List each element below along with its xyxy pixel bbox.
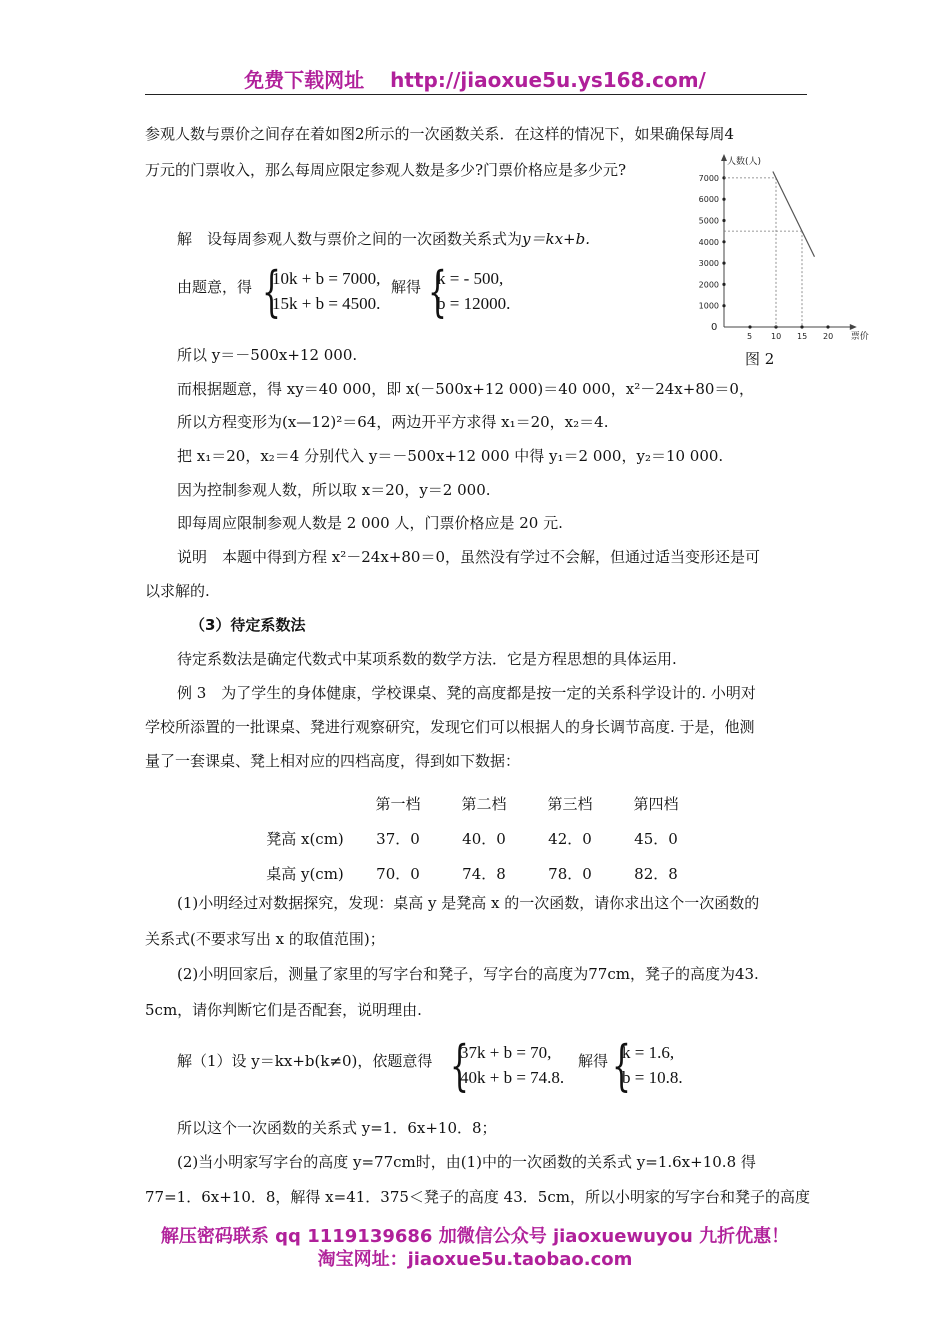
y-tick-dot [722, 304, 725, 307]
figure-2-chart [688, 150, 869, 350]
y-tick-dot [722, 240, 725, 243]
table-corner [255, 786, 355, 821]
header-rule [145, 94, 807, 95]
table-cell: 70．0 [376, 865, 420, 883]
table-cell: 45．0 [634, 830, 678, 848]
solution2-line-b: (2)当小明家写字台的高度 y=77cm时，由(1)中的一次函数的关系式 y=1.6x+10.8 得 [177, 1153, 756, 1171]
x-tick-label: 15 [797, 332, 808, 341]
solution1-line-d: 因为控制参观人数，所以取 x＝20，y＝2 000. [177, 481, 491, 499]
question2-line-2: 5cm，请你判断它们是否配套，说明理由. [145, 1001, 422, 1019]
y-tick-dot [722, 219, 725, 222]
solution1-line-c: 把 x₁＝20，x₂＝4 分别代入 y＝－500x+12 000 中得 y₁＝2 000，y₂＝10 000. [177, 447, 724, 465]
header-banner [0, 64, 950, 93]
question1-line-2: 关系式(不要求写出 x 的取值范围)； [145, 930, 385, 948]
system1-eq2: 15k + b = 4500. [272, 294, 381, 313]
section3-desc: 待定系数法是确定代数式中某项系数的数学方法．它是方程思想的具体运用. [177, 650, 677, 668]
solution2-line-a: 所以这个一次函数的关系式 y=1．6x+10．8； [177, 1119, 497, 1137]
example3-line-3: 量了一套课桌、凳上相对应的四档高度，得到如下数据： [145, 752, 521, 770]
result1-b: b = 12000. [437, 294, 511, 313]
intro-line-2: 万元的门票收入，那么每周应限定参观人数是多少?门票价格应是多少元? [145, 161, 627, 179]
table-row-label: 桌高 y(cm) [266, 865, 344, 883]
section3-title: （3）待定系数法 [190, 616, 306, 634]
x-tick-label: 5 [747, 332, 753, 341]
y-tick-dot [722, 283, 725, 286]
question1-line-1: (1)小明经过对数据探究，发现：桌高 y 是凳高 x 的一次函数，请你求出这个一次函数的 [177, 894, 760, 912]
height-table [255, 786, 699, 891]
result1-equations [437, 266, 510, 316]
example3-line-2: 学校所添置的一批课桌、凳进行观察研究，发现它们可以根据人的身长调节高度. 于是，他测 [145, 718, 755, 736]
question2-line-1: (2)小明回家后，测量了家里的写字台和凳子，写字台的高度为77cm，凳子的高度为43. [177, 965, 759, 983]
y-tick-label: 4000 [698, 237, 719, 247]
solution1-line-e: 即每周应限制参观人数是 2 000 人，门票价格应是 20 元. [177, 514, 563, 532]
table-cell: 42．0 [548, 830, 592, 848]
x-axis-label: 票价 [850, 332, 869, 342]
table-row [255, 821, 699, 856]
table-row-label: 凳高 x(cm) [266, 830, 344, 848]
solution1-line-b: 所以方程变形为(x—12)²＝64，两边开平方求得 x₁＝20，x₂＝4. [177, 413, 609, 431]
system2-eq2: 40k + b = 74.8. [460, 1068, 565, 1087]
system2-eq1: 37k + b = 70, [460, 1043, 552, 1062]
table-header-cell: 第四档 [633, 795, 679, 813]
result1-k: k = - 500, [437, 269, 504, 288]
solution1-note-2: 以求解的. [145, 582, 210, 600]
footer-shop-link[interactable]: 淘宝网址：jiaoxue5u.taobao.com [317, 1249, 633, 1270]
solution1-given: 由题意，得 [177, 278, 253, 296]
solution1-solve-label: 解得 [391, 278, 422, 296]
series-line [773, 172, 815, 257]
x-tick-dot [748, 325, 751, 328]
example3-line-1: 例 3 为了学生的身体健康，学校课桌、凳的高度都是按一定的关系科学设计的. 小明对 [177, 684, 756, 702]
solution1-set-formula: y＝kx+b. [522, 230, 590, 248]
table-cell: 37．0 [376, 830, 420, 848]
system1-brace: { [262, 260, 281, 323]
intro-line-1: 参观人数与票价之间存在着如图2所示的一次函数关系．在这样的情况下，如果确保每周4 [145, 125, 735, 143]
x-tick-label: 10 [771, 332, 782, 341]
solution1-note-1: 说明 本题中得到方程 x²－24x+80＝0，虽然没有学过不会解，但通过适当变形还是可 [177, 548, 760, 566]
solution2-prefix: 解（1）设 y＝kx+b(k≠0)，依题意得 [177, 1052, 433, 1070]
y-tick-label: 2000 [698, 280, 719, 290]
x-tick-dot [826, 325, 829, 328]
solution2-solve-label: 解得 [578, 1052, 609, 1070]
y-tick-label: 6000 [698, 195, 719, 205]
figure-caption: 图 2 [745, 350, 775, 368]
system2-brace: { [450, 1034, 469, 1097]
y-tick-label: 5000 [698, 216, 719, 226]
header-url-link[interactable]: http://jiaoxue5u.ys168.com/ [390, 68, 706, 92]
solution1-so: 所以 y＝－500x+12 000. [177, 346, 358, 364]
table-cell: 82．8 [634, 865, 678, 883]
result1-brace: { [428, 260, 447, 323]
result2-k: k = 1.6, [622, 1043, 675, 1062]
table-cell: 78．0 [548, 865, 592, 883]
table-row [255, 856, 699, 891]
table-header-cell: 第二档 [461, 795, 507, 813]
result2-b: b = 10.8. [622, 1068, 683, 1087]
y-tick-label: 1000 [698, 301, 719, 311]
y-tick-dot [722, 198, 725, 201]
y-axis-label: 人数(人) [727, 157, 762, 167]
solution1-set [177, 228, 590, 249]
system1-equations [272, 266, 380, 316]
system2-equations [460, 1040, 564, 1090]
footer-contact: 解压密码联系 qq 1119139686 加微信公众号 jiaoxuewuyou 九折优惠！ [160, 1226, 790, 1247]
header-site-label: 免费下载网址 [244, 68, 365, 92]
table-cell: 40．0 [462, 830, 506, 848]
table-header-cell: 第三档 [547, 795, 593, 813]
x-tick-label: 20 [823, 332, 834, 341]
y-tick-label: 7000 [698, 173, 719, 183]
table-cell: 74．8 [462, 865, 506, 883]
y-tick-dot [722, 262, 725, 265]
x-axis-arrow [850, 324, 857, 330]
system1-eq1: 10k + b = 7000, [272, 269, 381, 288]
solution1-line-a: 而根据题意，得 xy＝40 000，即 x(－500x+12 000)＝40 000，x²－24x+80＝0， [177, 380, 754, 398]
result2-brace: { [612, 1034, 631, 1097]
origin-label: 0 [711, 322, 718, 333]
table-header-row [255, 786, 699, 821]
solution2-line-c: 77=1．6x+10．8，解得 x=41．375＜凳子的高度 43．5cm，所以小明家的写字台和凳子的高度 [145, 1188, 810, 1206]
result2-equations [622, 1040, 683, 1090]
solution1-set-prefix: 解 设每周参观人数与票价之间的一次函数关系式为 [177, 230, 523, 248]
table-header-cell: 第一档 [375, 795, 421, 813]
y-tick-label: 3000 [698, 259, 719, 269]
